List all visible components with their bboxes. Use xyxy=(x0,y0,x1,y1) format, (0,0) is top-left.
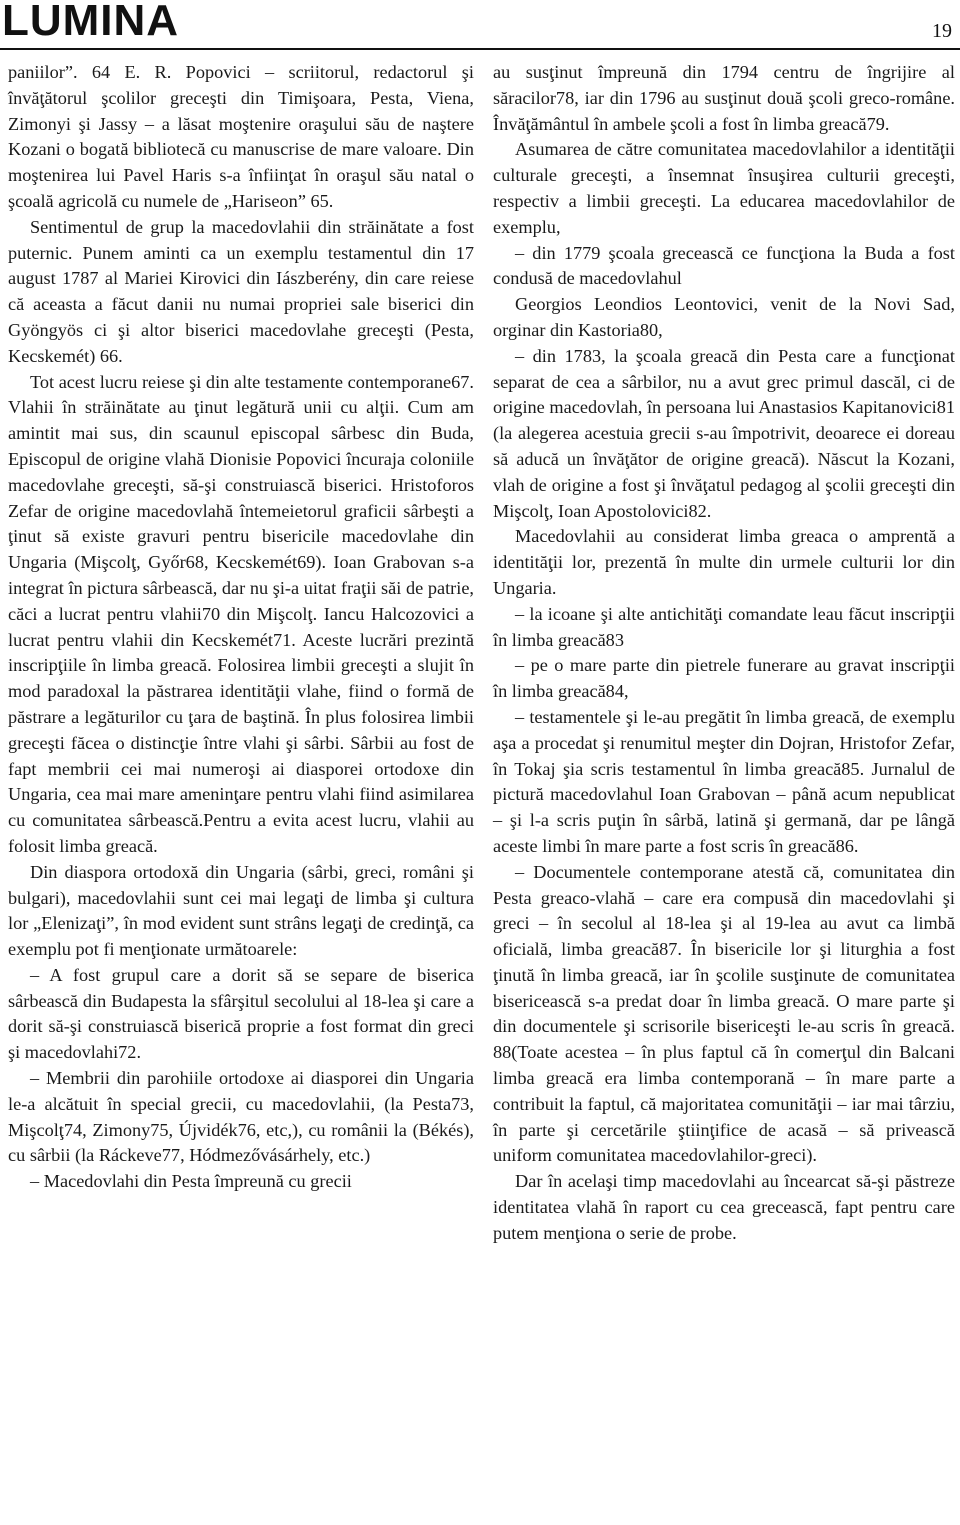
list-item: – din 1783, la şcoala greacă din Pesta care a funcţionat separat de cea a sârbilor, nu a avut grec primul dascăl, ci de origine macedovlah, în persoana lui Anastasios Kapitanovici81 (la alegerea acestuia grecii s-au împotrivit, deoarece ei doreau să aducă un învăţător de origine greacă). Născut la Kozani, vlah de origine a fost şi învăţatul pedagog al şcolii greceşti din Mişcolţ, Ioan Apostolovici82. xyxy=(493,345,955,521)
list-item: – la icoane şi alte antichităţi comandate leau făcut inscripţii în limba greacă83 xyxy=(493,603,955,650)
list-item: – Membrii din parohiile ortodoxe ai diasporei din Ungaria le-a alcătuit în special grecii, cu macedovlahii, (la Pesta73, Mişcolţ74, Zimony75, Újvidék76, etc,), cu românii la (Békés), cu sârbii (la Ráckeve77, Hódmezővásárhely, etc.) xyxy=(8,1068,474,1166)
magazine-logo: LUMINA xyxy=(2,0,180,45)
right-column xyxy=(493,60,955,1247)
left-column xyxy=(8,60,474,1195)
masthead xyxy=(0,0,960,58)
paragraph: paniilor”. 64 E. R. Popovici – scriitorul, redactorul şi învăţătorul şcolilor greceşti din Timişoara, Pesta, Viena, Zimonyi şi Jassy – a lăsat moştenire oraşului său de naştere Kozani o bogată bibliotecă cu manuscrise de mare valoare. Din moştenirea lui Pavel Haris s-a înfiinţat în oraşul său natal o şcoală agricolă cu numele de „Hariseon” 65. xyxy=(8,62,474,211)
paragraph: Georgios Leondios Leontovici, venit de la Novi Sad, orginar din Kastoria80, xyxy=(493,294,955,340)
paragraph: Dar în acelaşi timp macedovlahi au încearcat să-şi păstreze identitatea vlahă în raport cu cea grecească, fapt pentru care putem menţiona o serie de probe. xyxy=(493,1171,955,1243)
list-item: – pe o mare parte din pietrele funerare au gravat inscripţii în limba greacă84, xyxy=(493,655,955,702)
paragraph: Din diaspora ortodoxă din Ungaria (sârbi, greci, români şi bulgari), macedovlahii sunt cei mai legaţi de limba şi cultura lor „Elenizaţi”, în mod evident sunt strâns legaţi de credinţă, ca exemplu pot fi menţionate următoarele: xyxy=(8,861,474,960)
list-item: – Documentele contemporane atestă că, comunitatea din Pesta greaco-vlahă – care era compusă din macedovlahi şi greci – în secolul al 18-lea şi al 19-lea au avut ca limbă oficială, limba greacă87. În bisericile lor şi liturghia a fost ţinută în limba greacă, iar în şcolile susţinute de comunitatea bisericească s-a predat doar în limba greacă. O mare parte şi din documentele şi scrisorile bisericeşti le-au scris în greacă. 88(Toate acestea – în plus faptul că în comerţul din Balcani limba greacă era limba contemporană – în mare parte a contribuit la faptul, că majoritatea comunităţii – iar mai târziu, în parte şi cercetările ştiinţifice de acasă – să privească uniform comunitatea macedovlahilor-greci). xyxy=(493,861,955,1166)
list-item: – Macedovlahi din Pesta împreună cu grecii xyxy=(30,1171,352,1192)
paragraph: Sentimentul de grup la macedovlahii din străinătate a fost puternic. Punem aminti ca un exemplu testamentul din 17 august 1787 al Mariei Kirovici din Iászberény, din care reiese că aceasta a făcut danii nu numai propriei sale biserici din Gyöngyös ci şi altor biserici macedovlahe greceşti (Pesta, Kecskemét) 66. xyxy=(8,216,474,366)
paragraph: Tot acest lucru reiese şi din alte testamente contemporane67. Vlahii în străinătate au ţinut legătură unii cu alţii. Cum am amintit mai sus, din scaunul episcopal sârbesc din Buda, Episcopul de origine vlahă Dionisie Popovici încuraja coloniile macedovlahe greceşti, să-şi construiască biserici. Hristoforos Zefar de origine macedovlahă întemeietorul graficii sârbeşti a ţinut să existe gravuri pentru bisericile macedovlahe din Ungaria (Mişcolţ, Győr68, Kecskemét69). Ioan Grabovan s-a integrat în pictura sârbească, dar nu şi-a uitat fraţii săi de patrie, căci a lucrat pentru vlahii70 din Mişcolţ. Iancu Halcozovici a lucrat pentru vlahii din Kecskemét71. Aceste lucrări prezintă inscripţiile în limba greacă. Folosirea limbii greceşti a slujit în mod paradoxal la păstrarea identităţii vlahe, fiind o formă de păstrare a legăturilor cu ţara de baştină. În plus folosirea limbii greceşti făcea o distincţie între vlahi şi sârbi. Sârbii au fost de fapt membrii cei mai numeroşi ai diasporei ortodoxe din Ungaria, cea mai mare ameninţare pentru vlahi fiind asimilarea cu comunitatea sârbească.Pentru a evita acest lucru, vlahii au folosit limba greacă. xyxy=(8,371,474,856)
list-item: – A fost grupul care a dorit să se separe de biserica sârbească din Budapesta la sfârşitul secolului al 18-lea şi care a dorit să-şi construiască biserică proprie a fost format din greci şi macedovlahi72. xyxy=(8,964,474,1063)
header-rule xyxy=(0,48,960,50)
paragraph: Asumarea de către comunitatea macedovlahilor a identităţii culturale greceşti, a însemnat însuşirea culturii greceşti, respectiv a limbii greceşti. La educarea macedovlahilor de exemplu, xyxy=(493,139,955,237)
list-item: – din 1779 şcoala grecească ce funcţiona la Buda a fost condusă de macedovlahul xyxy=(493,242,955,289)
page-number: 19 xyxy=(932,20,952,42)
paragraph: Macedovlahii au considerat limba greaca o amprentă a identităţii lor, prezentă în multe din urmele culturii lor din Ungaria. xyxy=(493,526,955,598)
list-item: – testamentele şi le-au pregătit în limba greacă, de exemplu aşa a procedat şi renumitul meşter din Dojran, Hristofor Zefar, în Tokaj şia scris testamentul în limba greacă85. Jurnalul de pictură macedovlahul Ioan Grabovan – până acum nepublicat – şi l-a scris puţin în sârbă, latină şi germană, dar pe lângă aceste limbi în mare parte a fost scris în greacă86. xyxy=(493,706,955,856)
paragraph: au susţinut împreună din 1794 centru de îngrijire al săracilor78, iar din 1796 au susţinut două şcoli greco-române. Învăţământul în ambele şcoli a fost în limba greacă79. xyxy=(493,62,955,134)
